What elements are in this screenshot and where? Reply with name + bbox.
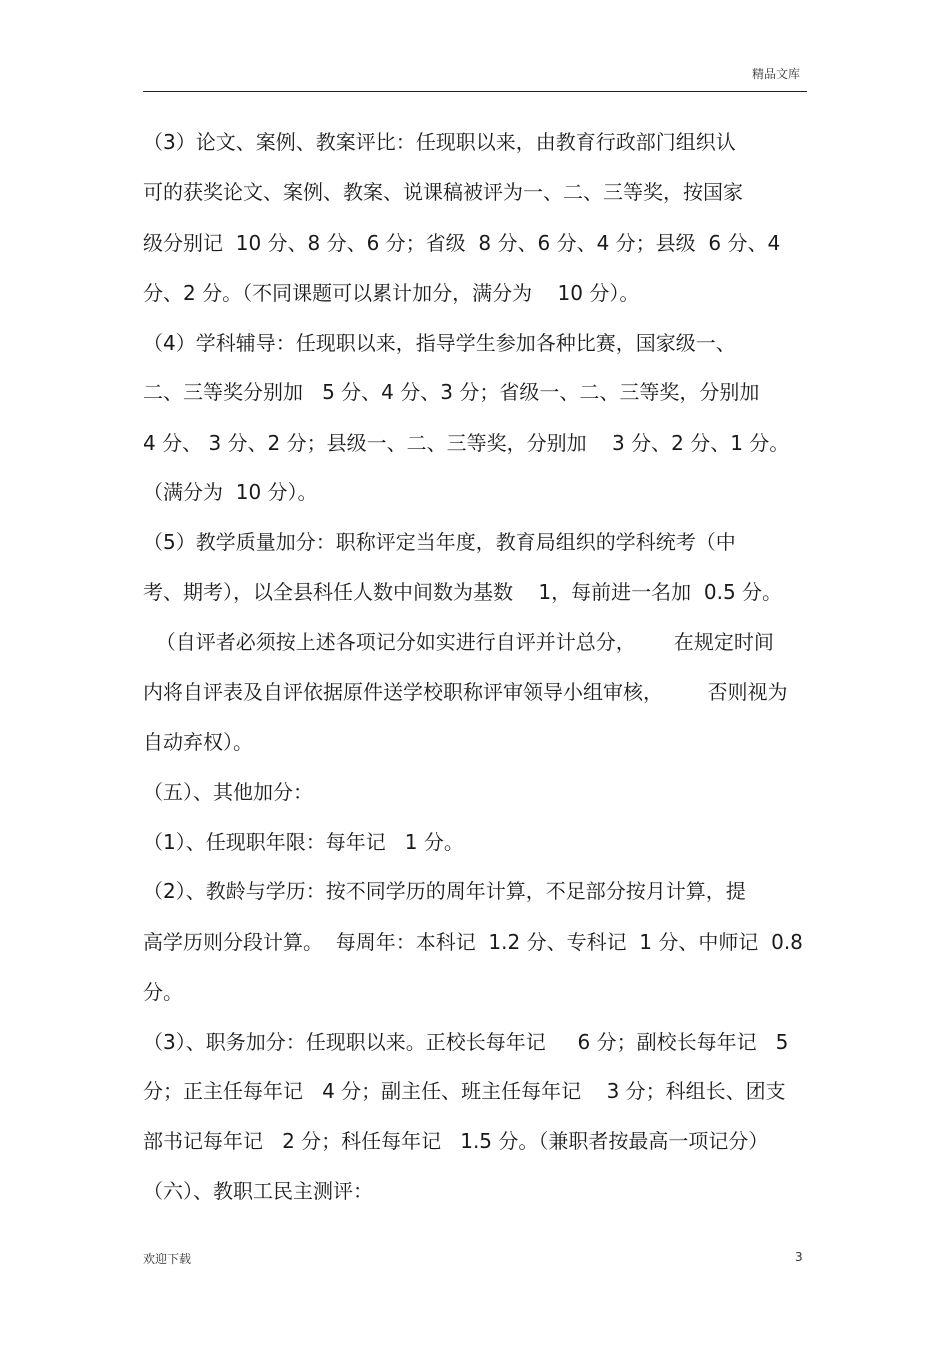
text-line: （2）、教龄与学历：按不同学历的周年计算，不足部分按月计算，提 bbox=[143, 879, 746, 903]
text-line: 级分别记 10 分、8 分、6 分；省级 8 分、6 分、4 分；县级 6 分、4 bbox=[143, 231, 781, 255]
text-line: （3）论文、案例、教案评比：任现职以来，由教育行政部门组织认 bbox=[143, 130, 736, 154]
text-line: （自评者必须按上述各项记分如实进行自评并计总分， 在规定时间 bbox=[143, 630, 774, 654]
text-line: 部书记每年记 2 分；科任每年记 1.5 分。（兼职者按最高一项记分） bbox=[143, 1129, 769, 1153]
text-line: （5）教学质量加分：职称评定当年度，教育局组织的学科统考（中 bbox=[143, 530, 736, 554]
text-line: （1）、任现职年限：每年记 1 分。 bbox=[143, 830, 464, 854]
text-line: 4 分、 3 分、2 分；县级一、二、三等奖，分别加 3 分、2 分、1 分。 bbox=[143, 431, 790, 455]
text-line: （4）学科辅导：任现职以来，指导学生参加各种比赛，国家级一、 bbox=[143, 331, 736, 355]
text-line: （3）、职务加分：任现职以来。正校长每年记 6 分；副校长每年记 5 bbox=[143, 1030, 789, 1054]
section-heading: （五）、其他加分： bbox=[143, 780, 313, 804]
page-number: 3 bbox=[795, 1250, 803, 1264]
section-heading: （六）、教职工民主测评： bbox=[143, 1179, 373, 1203]
text-line: 分；正主任每年记 4 分；副主任、班主任每年记 3 分；科组长、团支 bbox=[143, 1079, 786, 1103]
text-line: 可的获奖论文、案例、教案、说课稿被评为一、二、三等奖，按国家 bbox=[143, 180, 743, 204]
text-line: （满分为 10 分）。 bbox=[143, 480, 318, 504]
text-line: 二、三等奖分别加 5 分、4 分、3 分；省级一、二、三等奖，分别加 bbox=[143, 380, 760, 404]
text-line: 考、期考），以全县科任人数中间数为基数 1，每前进一名加 0.5 分。 bbox=[143, 580, 783, 604]
text-line: 自动弃权）。 bbox=[143, 730, 253, 754]
header-label: 精品文库 bbox=[752, 67, 801, 81]
footer-label: 欢迎下载 bbox=[143, 1252, 192, 1266]
text-line: 高学历则分段计算。 每周年：本科记 1.2 分、专科记 1 分、中师记 0.8 bbox=[143, 930, 803, 954]
text-line: 内将自评表及自评依据原件送学校职称评审领导小组审核， 否则视为 bbox=[143, 680, 788, 704]
text-line: 分。 bbox=[143, 980, 183, 1004]
text-line: 分、2 分。（不同课题可以累计加分，满分为 10 分）。 bbox=[143, 281, 640, 305]
header-divider bbox=[143, 91, 807, 92]
